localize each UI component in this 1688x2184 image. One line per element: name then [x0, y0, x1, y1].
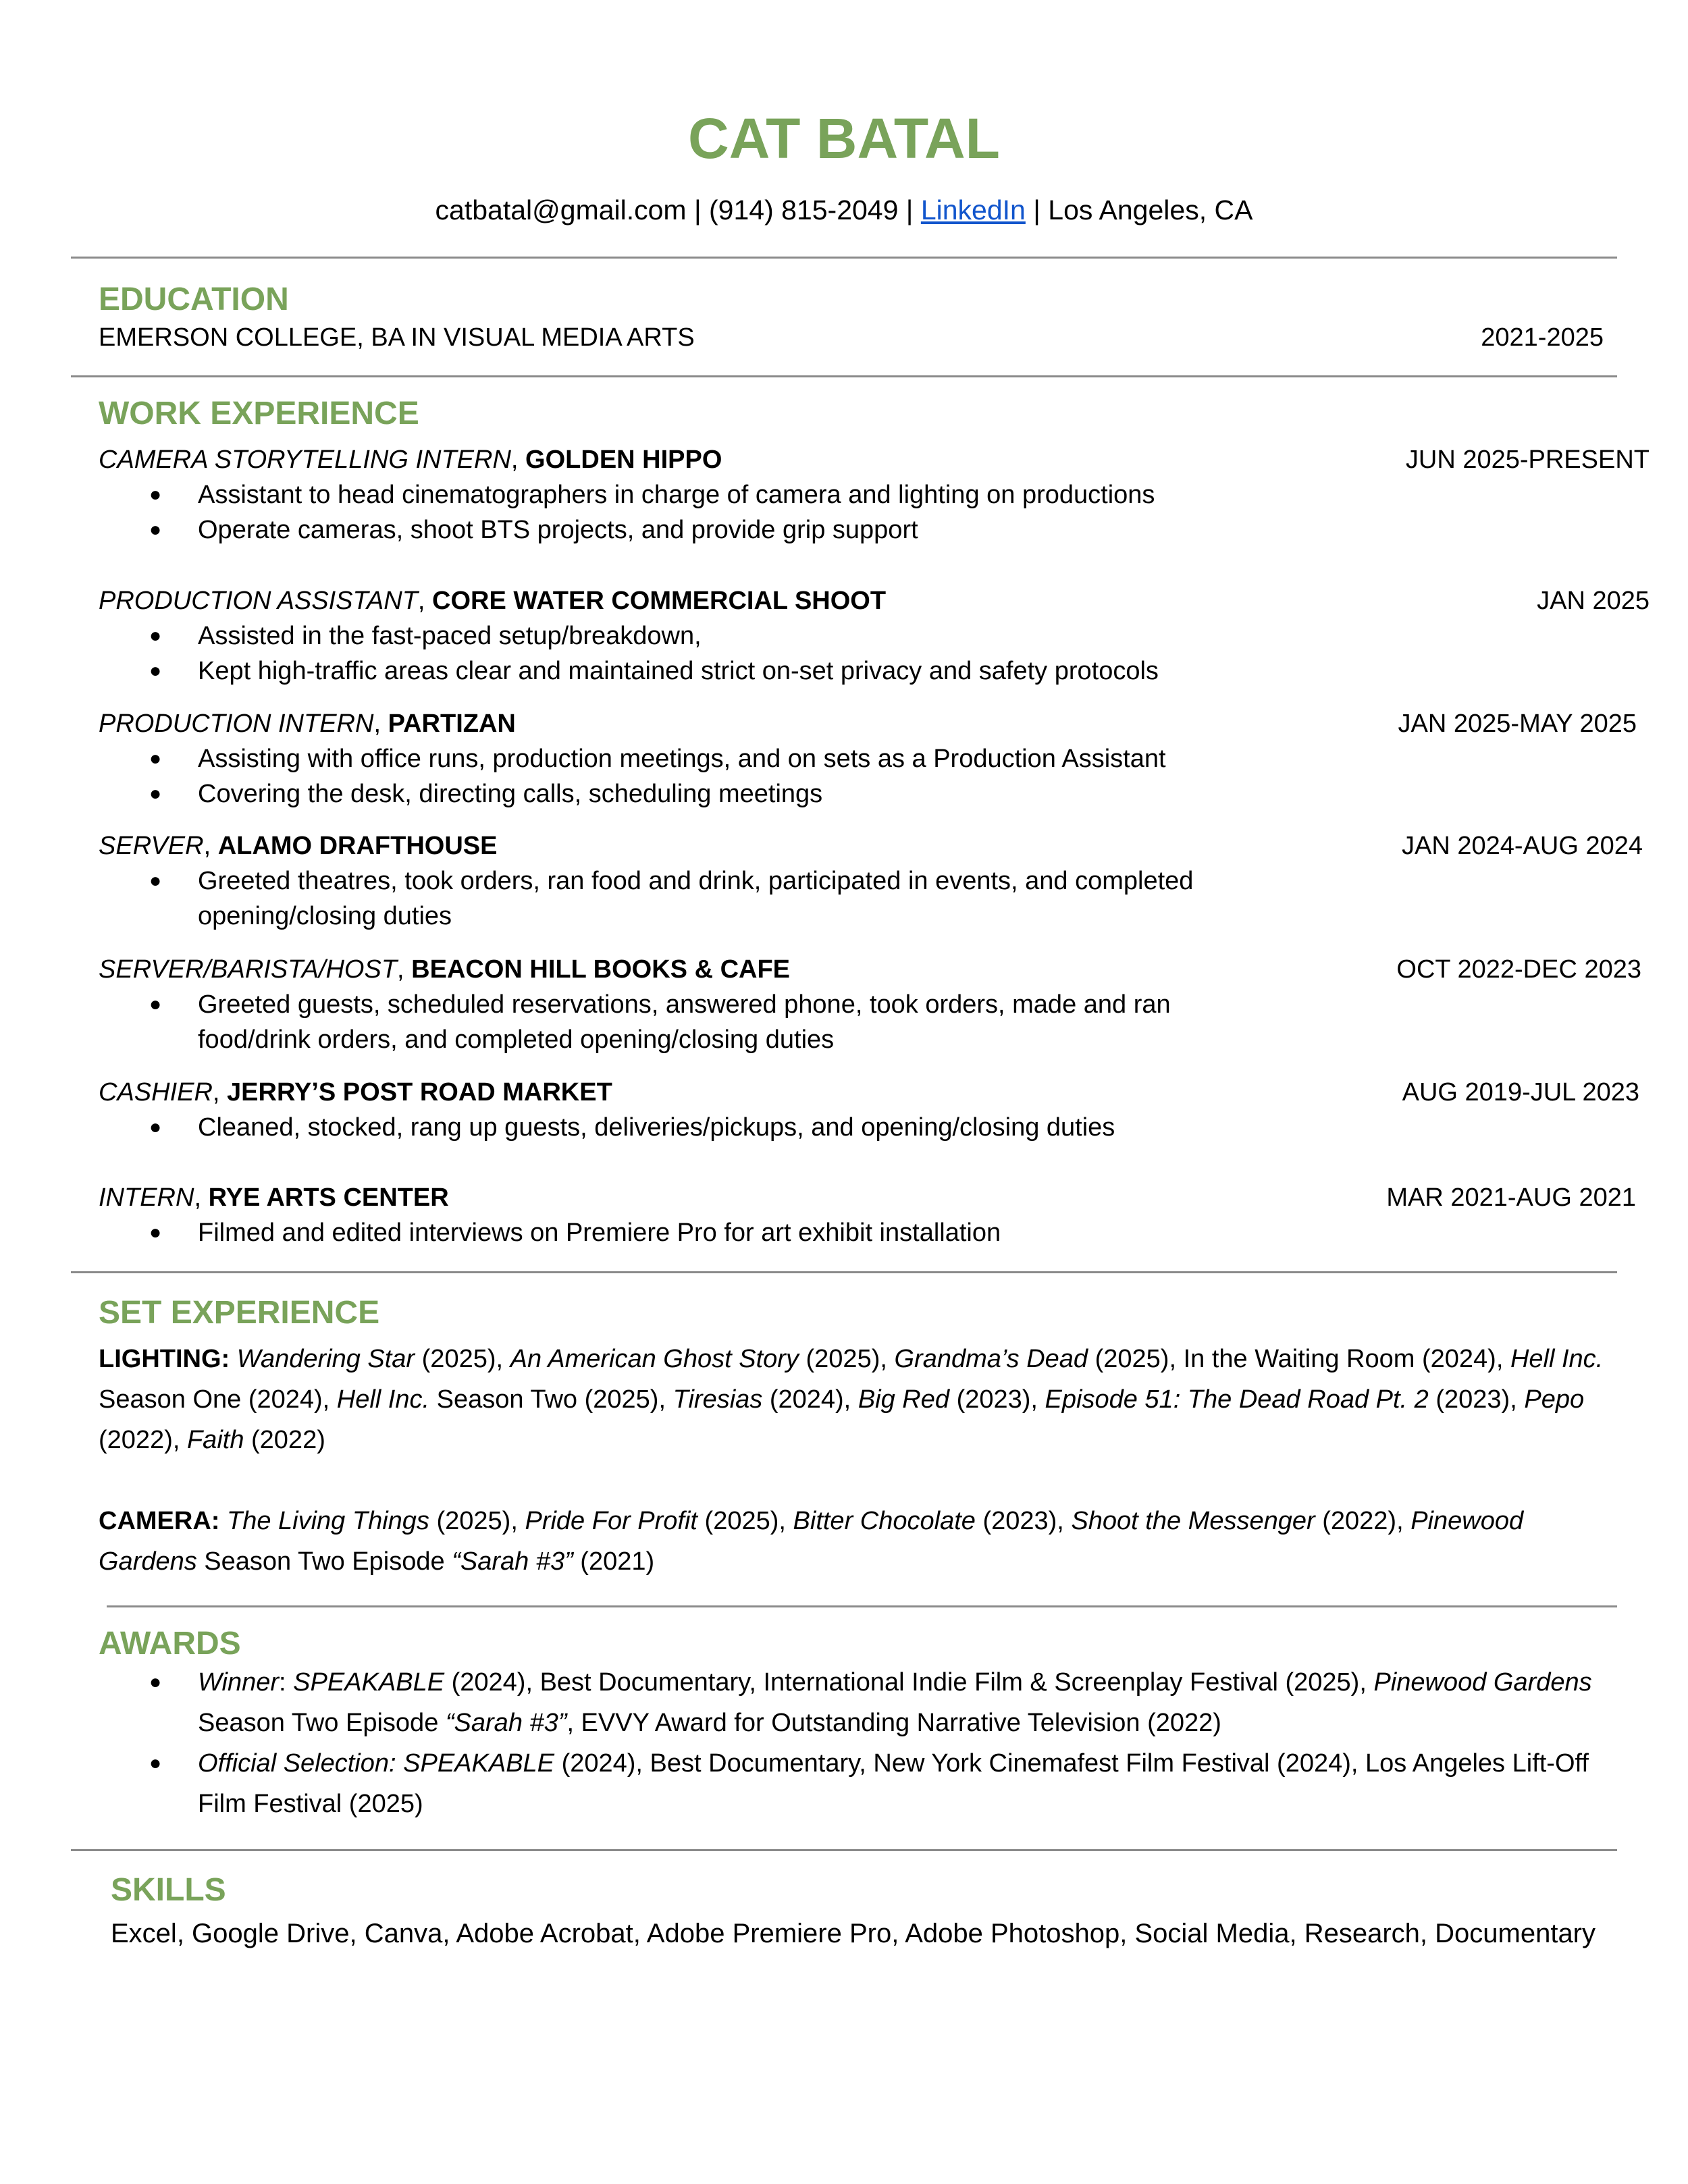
- lighting-credits-line: [99, 1379, 1584, 1420]
- camera-credits-line: [99, 1541, 654, 1582]
- job-organization: CORE WATER COMMERCIAL SHOOT: [432, 587, 887, 615]
- italic-text: Pride For Profit: [525, 1507, 697, 1535]
- job-bullet: Assisted in the fast-paced setup/breakdown,: [198, 622, 702, 650]
- job-dates: OCT 2022-DEC 2023: [1396, 955, 1641, 984]
- divider: [71, 257, 1617, 259]
- contact-line: [0, 191, 1688, 229]
- job-title: SERVER/BARISTA/HOST: [99, 955, 398, 984]
- italic-text: Winner: [198, 1668, 280, 1697]
- text: (2025),: [429, 1507, 525, 1535]
- job-bullet: Kept high-traffic areas clear and maintained strict on-set privacy and safety protocols: [198, 657, 1159, 685]
- separator: ,: [373, 710, 388, 738]
- italic-text: Big Red: [858, 1385, 950, 1414]
- job-bullet: Cleaned, stocked, rang up guests, deliveries/pickups, and opening/closing duties: [198, 1113, 1115, 1142]
- text: (2025),: [697, 1507, 793, 1535]
- job-title: CAMERA STORYTELLING INTERN: [99, 446, 511, 474]
- text: (2022): [244, 1426, 325, 1454]
- separator: |: [1025, 194, 1049, 225]
- lighting-credits-line: [99, 1339, 1603, 1379]
- separator: ,: [212, 1078, 228, 1107]
- award-line: [198, 1662, 1592, 1703]
- job-title: PRODUCTION INTERN: [99, 710, 374, 738]
- lighting-credits-line: [99, 1420, 325, 1460]
- job-title: PRODUCTION ASSISTANT: [99, 587, 418, 615]
- resume-name: CAT BATAL: [688, 107, 1000, 170]
- education-school: EMERSON COLLEGE, BA IN VISUAL MEDIA ARTS: [99, 323, 695, 352]
- text: Season Two (2025),: [429, 1385, 673, 1414]
- skills-list: Excel, Google Drive, Canva, Adobe Acrobat, Adobe Premiere Pro, Adobe Photoshop, Social Media, Research, Documentary: [111, 1919, 1596, 1948]
- award-line: [198, 1743, 1589, 1784]
- italic-text: Tiresias: [672, 1385, 763, 1414]
- divider: [71, 1849, 1617, 1851]
- bullet-icon: ●: [149, 1221, 162, 1244]
- text: (2025), In the Waiting Room (2024),: [1088, 1345, 1510, 1373]
- text: Season Two Episode: [196, 1547, 452, 1576]
- job-dates: AUG 2019-JUL 2023: [1402, 1078, 1639, 1107]
- job-title-line: [99, 442, 722, 477]
- text: (2025),: [798, 1345, 895, 1373]
- job-title-line: [99, 952, 790, 987]
- job-bullet: Assisting with office runs, production meetings, and on sets as a Production Assistant: [198, 745, 1166, 773]
- job-title-line: [99, 1180, 449, 1215]
- separator: |: [686, 194, 710, 225]
- bullet-icon: ●: [149, 1116, 162, 1138]
- award-line: [198, 1703, 1221, 1743]
- job-organization: BEACON HILL BOOKS & CAFE: [411, 955, 791, 984]
- bullet-icon: ●: [149, 483, 162, 506]
- italic-text: The Living Things: [219, 1507, 429, 1535]
- italic-text: Hell Inc.: [336, 1385, 430, 1414]
- text: , EVVY Award for Outstanding Narrative Television (2022): [566, 1709, 1221, 1737]
- job-bullet: Greeted guests, scheduled reservations, answered phone, took orders, made and ran: [198, 990, 1171, 1019]
- bullet-icon: ●: [149, 1752, 162, 1774]
- awards-heading: AWARDS: [99, 1626, 241, 1661]
- text: (2024),: [762, 1385, 858, 1414]
- job-title: INTERN: [99, 1183, 194, 1212]
- bullet-icon: ●: [149, 660, 162, 682]
- job-bullet: Greeted theatres, took orders, ran food and drink, participated in events, and completed: [198, 867, 1194, 895]
- lighting-label: LIGHTING:: [99, 1345, 230, 1373]
- job-bullet: opening/closing duties: [198, 902, 452, 930]
- job-title-line: [99, 706, 516, 741]
- italic-text: Official Selection: SPEAKABLE: [198, 1749, 555, 1778]
- separator: ,: [397, 955, 412, 984]
- job-organization: GOLDEN HIPPO: [525, 446, 722, 474]
- text: Season One (2024),: [99, 1385, 337, 1414]
- camera-credits-line: [99, 1501, 1523, 1541]
- divider: [71, 1271, 1617, 1273]
- italic-text: Hell Inc.: [1510, 1345, 1604, 1373]
- text: (2024), Best Documentary, International Indie Film & Screenplay Festival (2025),: [444, 1668, 1374, 1697]
- job-dates: JAN 2025: [1537, 587, 1650, 615]
- separator: ,: [510, 446, 526, 474]
- job-title-line: [99, 828, 497, 863]
- text: (2022),: [1315, 1507, 1411, 1535]
- job-organization: PARTIZAN: [388, 710, 516, 738]
- text: (2023),: [1428, 1385, 1525, 1414]
- text: (2025),: [415, 1345, 510, 1373]
- job-organization: RYE ARTS CENTER: [208, 1183, 449, 1212]
- job-bullet: Assistant to head cinematographers in charge of camera and lighting on productions: [198, 481, 1155, 509]
- italic-text: Wandering Star: [230, 1345, 415, 1373]
- italic-text: “Sarah #3”: [452, 1547, 573, 1576]
- italic-text: Shoot the Messenger: [1071, 1507, 1315, 1535]
- education-heading: EDUCATION: [99, 282, 289, 317]
- bullet-icon: ●: [149, 870, 162, 892]
- phone: (914) 815-2049: [709, 194, 899, 225]
- italic-text: Episode 51: The Dead Road Pt. 2: [1045, 1385, 1429, 1414]
- job-organization: ALAMO DRAFTHOUSE: [217, 832, 498, 860]
- email[interactable]: catbatal@gmail.com: [435, 194, 687, 225]
- award-line: [198, 1784, 423, 1824]
- text: (2023),: [975, 1507, 1072, 1535]
- italic-text: Pepo: [1524, 1385, 1585, 1414]
- separator: ,: [203, 832, 218, 860]
- bullet-icon: ●: [149, 993, 162, 1015]
- text: (2023),: [949, 1385, 1045, 1414]
- set-experience-heading: SET EXPERIENCE: [99, 1295, 380, 1331]
- job-title: CASHIER: [99, 1078, 213, 1107]
- linkedin-link[interactable]: LinkedIn: [920, 194, 1026, 225]
- italic-text: SPEAKABLE: [293, 1668, 445, 1697]
- italic-text: “Sarah #3”: [445, 1709, 567, 1737]
- education-dates: 2021-2025: [1481, 323, 1604, 352]
- location: Los Angeles, CA: [1048, 194, 1253, 225]
- italic-text: Gardens: [99, 1547, 197, 1576]
- text: (2021): [573, 1547, 655, 1576]
- job-bullet: Filmed and edited interviews on Premiere Pro for art exhibit installation: [198, 1219, 1001, 1247]
- italic-text: Bitter Chocolate: [793, 1507, 976, 1535]
- job-bullet: food/drink orders, and completed opening/closing duties: [198, 1026, 835, 1054]
- italic-text: Faith: [186, 1426, 244, 1454]
- skills-heading: SKILLS: [111, 1872, 226, 1908]
- work-experience-heading: WORK EXPERIENCE: [99, 396, 419, 431]
- divider: [107, 1605, 1617, 1607]
- italic-text: Pinewood Gardens: [1373, 1668, 1592, 1697]
- text: (2024), Best Documentary, New York Cinemafest Film Festival (2024), Los Angeles Lift-Off: [554, 1749, 1589, 1778]
- bullet-icon: ●: [149, 624, 162, 647]
- bullet-icon: ●: [149, 1671, 162, 1693]
- job-organization: JERRY’S POST ROAD MARKET: [227, 1078, 612, 1107]
- job-title-line: [99, 583, 886, 618]
- divider: [71, 375, 1617, 377]
- italic-text: An American Ghost Story: [510, 1345, 799, 1373]
- job-bullet: Covering the desk, directing calls, scheduling meetings: [198, 780, 823, 808]
- text: :: [279, 1668, 294, 1697]
- job-dates: JAN 2024-AUG 2024: [1402, 832, 1643, 860]
- job-dates: MAR 2021-AUG 2021: [1386, 1183, 1636, 1212]
- italic-text: Pinewood: [1410, 1507, 1524, 1535]
- job-title-line: [99, 1075, 612, 1110]
- bullet-icon: ●: [149, 782, 162, 805]
- text: Film Festival (2025): [198, 1790, 423, 1818]
- camera-label: CAMERA:: [99, 1507, 220, 1535]
- job-bullet: Operate cameras, shoot BTS projects, and provide grip support: [198, 516, 918, 544]
- job-dates: JUN 2025-PRESENT: [1405, 446, 1650, 474]
- bullet-icon: ●: [149, 747, 162, 770]
- italic-text: Grandma’s Dead: [894, 1345, 1088, 1373]
- job-title: SERVER: [99, 832, 204, 860]
- job-dates: JAN 2025-MAY 2025: [1398, 710, 1637, 738]
- separator: ,: [194, 1183, 209, 1212]
- bullet-icon: ●: [149, 518, 162, 541]
- text: (2022),: [99, 1426, 187, 1454]
- separator: ,: [417, 587, 433, 615]
- separator: |: [898, 194, 921, 225]
- text: Season Two Episode: [198, 1709, 446, 1737]
